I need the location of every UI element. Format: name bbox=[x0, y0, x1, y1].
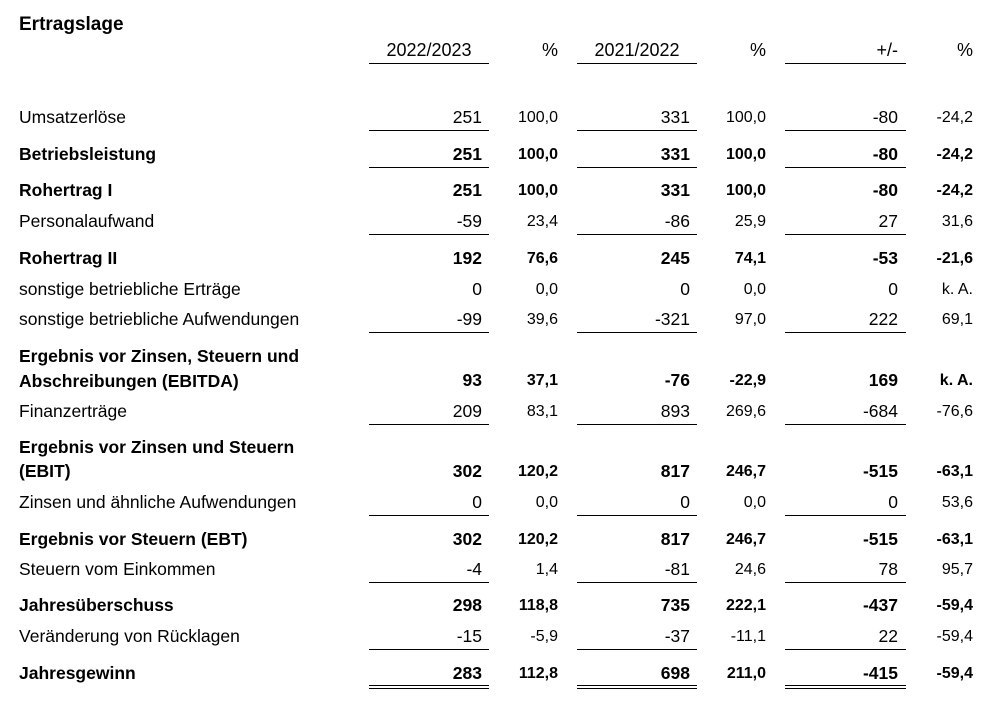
underline bbox=[785, 167, 906, 168]
underline bbox=[369, 332, 489, 333]
row-label: Ergebnis vor Steuern (EBT) bbox=[19, 529, 248, 549]
underline bbox=[785, 424, 906, 425]
value-previous: 893 bbox=[660, 401, 690, 421]
value-current: -99 bbox=[456, 309, 482, 329]
value-difference: -437 bbox=[862, 595, 898, 615]
percent-previous: 97,0 bbox=[734, 311, 766, 328]
percent-current: 0,0 bbox=[535, 281, 558, 298]
percent-difference: -76,6 bbox=[936, 403, 973, 420]
row-label: Umsatzerlöse bbox=[19, 107, 126, 127]
percent-current: 76,6 bbox=[526, 250, 558, 267]
value-current: 251 bbox=[452, 180, 482, 200]
percent-current: 100,0 bbox=[517, 146, 558, 163]
row-label: Finanzerträge bbox=[19, 401, 127, 421]
percent-previous: 0,0 bbox=[743, 494, 766, 511]
value-previous: 735 bbox=[660, 595, 690, 615]
underline bbox=[785, 582, 906, 583]
value-current: 192 bbox=[452, 248, 482, 268]
percent-difference: -24,2 bbox=[936, 146, 973, 163]
underline bbox=[369, 167, 489, 168]
row-label: Veränderung von Rücklagen bbox=[19, 626, 240, 646]
value-difference: 0 bbox=[888, 279, 898, 299]
header-difference-label: +/- bbox=[876, 40, 898, 60]
value-difference: -515 bbox=[862, 461, 898, 481]
value-previous: 817 bbox=[660, 529, 690, 549]
value-previous: -86 bbox=[664, 211, 690, 231]
percent-difference: -21,6 bbox=[936, 250, 973, 267]
double-underline bbox=[577, 685, 697, 689]
percent-previous: 246,7 bbox=[725, 531, 766, 548]
percent-current: 1,4 bbox=[535, 561, 558, 578]
percent-difference: 53,6 bbox=[941, 494, 973, 511]
row-label: sonstige betriebliche Erträge bbox=[19, 279, 241, 299]
value-previous: 331 bbox=[660, 107, 690, 127]
percent-previous: 222,1 bbox=[725, 597, 766, 614]
percent-current: 23,4 bbox=[526, 213, 558, 230]
percent-previous: 269,6 bbox=[725, 403, 766, 420]
value-current: 0 bbox=[472, 492, 482, 512]
value-previous: 817 bbox=[660, 461, 690, 481]
percent-previous: 246,7 bbox=[725, 463, 766, 480]
header-year-current: 2022/2023 bbox=[369, 39, 489, 64]
percent-difference: -63,1 bbox=[936, 463, 973, 480]
percent-current: 83,1 bbox=[526, 403, 558, 420]
row-label-line1: Ergebnis vor Zinsen und Steuern bbox=[19, 437, 295, 457]
value-previous: 245 bbox=[660, 248, 690, 268]
percent-previous: 100,0 bbox=[725, 146, 766, 163]
underline bbox=[785, 332, 906, 333]
percent-difference: 95,7 bbox=[941, 561, 973, 578]
header-percent-difference: % bbox=[956, 40, 973, 60]
percent-current: 100,0 bbox=[517, 109, 558, 126]
value-previous: -321 bbox=[654, 309, 690, 329]
header-difference bbox=[785, 39, 906, 64]
value-current: 302 bbox=[452, 529, 482, 549]
percent-previous: 24,6 bbox=[734, 561, 766, 578]
percent-current: 120,2 bbox=[517, 463, 558, 480]
underline bbox=[577, 234, 697, 235]
value-difference: -80 bbox=[872, 180, 898, 200]
percent-difference: -63,1 bbox=[936, 531, 973, 548]
underline bbox=[577, 649, 697, 650]
value-previous: 0 bbox=[680, 279, 690, 299]
percent-difference: -24,2 bbox=[936, 182, 973, 199]
value-current: 302 bbox=[452, 461, 482, 481]
percent-previous: 74,1 bbox=[734, 250, 766, 267]
value-current: 283 bbox=[452, 663, 482, 683]
percent-current: 112,8 bbox=[518, 665, 558, 682]
value-current: 298 bbox=[452, 595, 482, 615]
percent-previous: 100,0 bbox=[725, 182, 766, 199]
value-current: 0 bbox=[472, 279, 482, 299]
percent-previous: 0,0 bbox=[743, 281, 766, 298]
underline bbox=[577, 515, 697, 516]
value-current: 251 bbox=[452, 144, 482, 164]
underline bbox=[369, 234, 489, 235]
percent-current: 39,6 bbox=[526, 311, 558, 328]
percent-difference: 69,1 bbox=[941, 311, 973, 328]
row-label: Zinsen und ähnliche Aufwendungen bbox=[19, 492, 297, 512]
underline bbox=[577, 332, 697, 333]
value-previous: -81 bbox=[664, 559, 690, 579]
underline bbox=[369, 424, 489, 425]
percent-difference: k. A. bbox=[941, 281, 973, 298]
underline bbox=[577, 130, 697, 131]
underline bbox=[785, 515, 906, 516]
underline bbox=[577, 582, 697, 583]
value-current: 209 bbox=[452, 401, 482, 421]
underline bbox=[369, 130, 489, 131]
value-difference: -80 bbox=[872, 107, 898, 127]
value-previous: 331 bbox=[660, 180, 690, 200]
underline bbox=[369, 649, 489, 650]
underline bbox=[577, 167, 697, 168]
header-year-previous: 2021/2022 bbox=[577, 39, 697, 64]
value-difference: -53 bbox=[872, 248, 898, 268]
value-difference: 169 bbox=[868, 370, 898, 390]
underline bbox=[577, 424, 697, 425]
value-previous: 698 bbox=[660, 663, 690, 683]
percent-difference: -59,4 bbox=[936, 597, 973, 614]
value-current: -59 bbox=[456, 211, 482, 231]
underline bbox=[785, 234, 906, 235]
percent-difference: k. A. bbox=[939, 372, 973, 389]
percent-current: 0,0 bbox=[535, 494, 558, 511]
percent-difference: -24,2 bbox=[936, 109, 973, 126]
row-label: Personalaufwand bbox=[19, 211, 155, 231]
row-label: Jahresüberschuss bbox=[19, 595, 174, 615]
percent-previous: -11,1 bbox=[730, 628, 766, 645]
percent-previous: -22,9 bbox=[729, 372, 766, 389]
double-underline bbox=[369, 685, 489, 689]
row-label: Steuern vom Einkommen bbox=[19, 559, 216, 579]
row-label: Rohertrag I bbox=[19, 180, 113, 200]
row-label-line2: (EBIT) bbox=[19, 461, 71, 481]
percent-previous: 100,0 bbox=[725, 109, 766, 126]
value-difference: -415 bbox=[862, 663, 898, 683]
value-difference: -515 bbox=[862, 529, 898, 549]
underline bbox=[369, 515, 489, 516]
percent-previous: 211,0 bbox=[726, 665, 766, 682]
percent-current: 100,0 bbox=[517, 182, 558, 199]
percent-current: 120,2 bbox=[517, 531, 558, 548]
value-previous: 331 bbox=[660, 144, 690, 164]
underline bbox=[369, 582, 489, 583]
row-label-line2: Abschreibungen (EBITDA) bbox=[19, 371, 239, 391]
percent-current: 118,8 bbox=[518, 597, 558, 614]
row-label-line1: Ergebnis vor Zinsen, Steuern und bbox=[19, 346, 300, 366]
underline bbox=[785, 649, 906, 650]
value-difference: 222 bbox=[868, 309, 898, 329]
value-difference: 78 bbox=[878, 559, 898, 579]
value-difference: -684 bbox=[862, 401, 898, 421]
value-current: 251 bbox=[452, 107, 482, 127]
percent-current: -5,9 bbox=[530, 628, 558, 645]
value-current: -15 bbox=[456, 626, 482, 646]
percent-difference: -59,4 bbox=[936, 665, 973, 682]
value-difference: 22 bbox=[878, 626, 898, 646]
value-current: 93 bbox=[462, 370, 482, 390]
value-previous: 0 bbox=[680, 492, 690, 512]
row-label: sonstige betriebliche Aufwendungen bbox=[19, 309, 300, 329]
value-current: -4 bbox=[466, 559, 482, 579]
value-difference: 27 bbox=[878, 211, 898, 231]
row-label: Jahresgewinn bbox=[19, 663, 136, 683]
value-previous: -37 bbox=[664, 626, 690, 646]
header-percent-previous: % bbox=[749, 40, 766, 60]
value-difference: 0 bbox=[888, 492, 898, 512]
double-underline bbox=[785, 685, 906, 689]
row-label: Betriebsleistung bbox=[19, 144, 157, 164]
underline bbox=[785, 130, 906, 131]
value-previous: -76 bbox=[664, 370, 690, 390]
percent-difference: -59,4 bbox=[936, 628, 973, 645]
row-label: Rohertrag II bbox=[19, 248, 118, 268]
header-percent-current: % bbox=[541, 40, 558, 60]
section-title: Ertragslage bbox=[19, 14, 124, 35]
percent-previous: 25,9 bbox=[734, 213, 766, 230]
percent-difference: 31,6 bbox=[941, 213, 973, 230]
value-difference: -80 bbox=[872, 144, 898, 164]
percent-current: 37,1 bbox=[526, 372, 558, 389]
